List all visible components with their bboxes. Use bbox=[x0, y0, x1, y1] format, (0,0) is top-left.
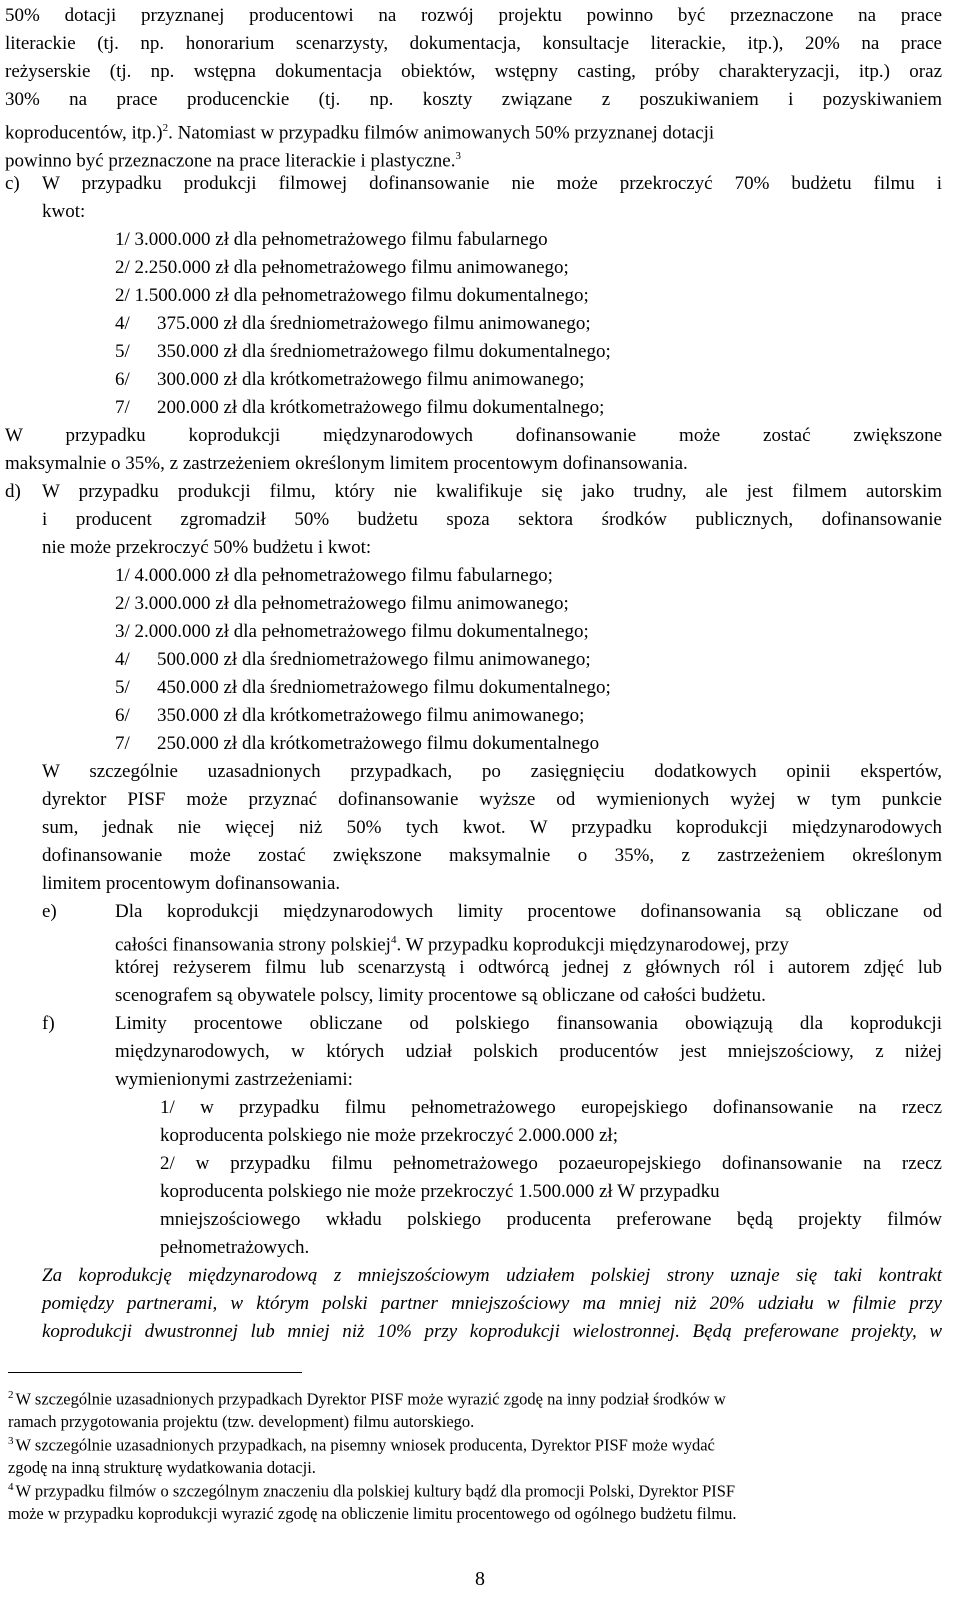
amount-row: 1/ 4.000.000 zł dla pełnometrażowego filmu fabularnego; bbox=[115, 565, 553, 586]
paragraph-line: dyrektor PISF może przyznać dofinansowanie wyższe od wymienionych wyżej w tym punkcie bbox=[42, 789, 942, 810]
paragraph-line: dofinansowanie może zostać zwiększone maksymalnie o 35%, z zastrzeżeniem określonym bbox=[42, 845, 942, 866]
item-c-line: W przypadku produkcji filmowej dofinansowanie nie może przekroczyć 70% budżetu filmu i bbox=[42, 173, 942, 194]
footnote-ref: 3 bbox=[455, 150, 461, 162]
italic-paragraph-line: pomiędzy partnerami, w którym polski partner mniejszościowy ma mniej niż 20% udziału w filmie przy bbox=[42, 1293, 942, 1314]
amount-row: 4/ 500.000 zł dla średniometrażowego filmu animowanego; bbox=[115, 649, 591, 670]
item-e-line: Dla koprodukcji międzynarodowych limity procentowe dofinansowania są obliczane od bbox=[115, 901, 942, 922]
item-f-line: międzynarodowych, w których udział polskich producentów jest mniejszościowy, z niżej bbox=[115, 1041, 942, 1062]
item-c-line: kwot: bbox=[42, 201, 86, 222]
paragraph-text: koproducentów, itp.) bbox=[5, 122, 163, 144]
item-f-sub: koproducenta polskiego nie może przekroczyć 2.000.000 zł; bbox=[160, 1125, 618, 1146]
item-f-sub: mniejszościowego wkładu polskiego producenta preferowane będą projekty filmów bbox=[160, 1209, 942, 1230]
paragraph-line: 50% dotacji przyznanej producentowi na rozwój projektu powinno być przeznaczone na prace bbox=[5, 5, 942, 26]
amount-row: 5/ 450.000 zł dla średniometrażowego filmu dokumentalnego; bbox=[115, 677, 611, 698]
item-f-sub: pełnometrażowych. bbox=[160, 1237, 310, 1258]
amount-row: 7/ 250.000 zł dla krótkometrażowego filmu dokumentalnego bbox=[115, 733, 600, 754]
amount-row: 6/ 300.000 zł dla krótkometrażowego filmu animowanego; bbox=[115, 369, 585, 390]
footnote-ref: 2 bbox=[162, 122, 169, 134]
amount-row: 6/ 350.000 zł dla krótkometrażowego filmu animowanego; bbox=[115, 705, 585, 726]
footnote-4: $^4$ W przypadku filmów o szczególnym znaczeniu dla polskiej kultury bądź dla promocji Polski, Dyrektor PISF może w przypadku koprodukcji wyrazić zgodę na obliczenie limitu procentowego od ogólnego budżetu filmu. bbox=[8, 1481, 737, 1523]
paragraph-line: W szczególnie uzasadnionych przypadkach, po zasięgnięciu dodatkowych opinii ekspertów, bbox=[42, 761, 942, 782]
paragraph-line: sum, jednak nie więcej niż 50% tych kwot. W przypadku koprodukcji międzynarodowych bbox=[42, 817, 942, 838]
amount-row: 5/ 350.000 zł dla średniometrażowego filmu dokumentalnego; bbox=[115, 341, 611, 362]
paragraph-text: powinno być przeznaczone na prace literackie i plastyczne. bbox=[5, 150, 456, 172]
item-e-line: całości finansowania strony polskiej$^4$. W przypadku koprodukcji międzynarodowej, przy bbox=[115, 934, 789, 956]
item-c-label: c) bbox=[5, 173, 20, 194]
item-d-label: d) bbox=[5, 481, 21, 502]
paragraph-text: . Natomiast w przypadku filmów animowanych 50% przyznanej dotacji bbox=[168, 122, 715, 144]
item-f-line: wymienionymi zastrzeżeniami: bbox=[115, 1069, 353, 1090]
amount-row: 3/ 2.000.000 zł dla pełnometrażowego filmu dokumentalnego; bbox=[115, 621, 589, 642]
paragraph-line: literackie (tj. np. honorarium scenarzysty, dokumentacja, konsultacje literackie, itp.), 20% na prace bbox=[5, 33, 942, 54]
amount-row: 1/ 3.000.000 zł dla pełnometrażowego filmu fabularnego bbox=[115, 229, 548, 250]
footnote-2: $^2$ W szczególnie uzasadnionych przypadkach Dyrektor PISF może wyrazić zgodę na inny podział środków w ramach przygotowania projektu (tzw. development) filmu autorskiego. bbox=[8, 1389, 726, 1431]
item-f-label: f) bbox=[42, 1013, 55, 1034]
item-e-line: scenografem są obywatele polscy, limity procentowe są obliczane od całości budżetu. bbox=[115, 985, 766, 1006]
item-e-label: e) bbox=[42, 901, 57, 922]
item-f-sub: koproducenta polskiego nie może przekroczyć 1.500.000 zł W przypadku bbox=[160, 1181, 720, 1202]
amount-row: 2/ 1.500.000 zł dla pełnometrażowego filmu dokumentalnego; bbox=[115, 285, 589, 306]
paragraph-line: W przypadku koprodukcji międzynarodowych dofinansowanie może zostać zwiększone bbox=[5, 425, 942, 446]
paragraph-line: 30% na prace producenckie (tj. np. koszty związane z poszukiwaniem i pozyskiwaniem bbox=[5, 89, 942, 110]
footnote-ref: 4 bbox=[390, 934, 397, 946]
item-f-sub: 2/ w przypadku filmu pełnometrażowego pozaeuropejskiego dofinansowanie na rzecz bbox=[160, 1153, 942, 1174]
italic-paragraph-line: Za koprodukcję międzynarodową z mniejszościowym udziałem polskiej strony uznaje się taki kontrakt bbox=[42, 1265, 942, 1286]
paragraph-line: maksymalnie o 35%, z zastrzeżeniem określonym limitem procentowym dofinansowania. bbox=[5, 453, 688, 474]
paragraph-line: limitem procentowym dofinansowania. bbox=[42, 873, 341, 894]
footnote-separator bbox=[8, 1372, 302, 1373]
item-d-line: nie może przekroczyć 50% budżetu i kwot: bbox=[42, 537, 372, 558]
paragraph-line: reżyserskie (tj. np. wstępna dokumentacja obiektów, wstępny casting, próby charakteryzacji, itp.) oraz bbox=[5, 61, 942, 82]
amount-row: 2/ 3.000.000 zł dla pełnometrażowego filmu animowanego; bbox=[115, 593, 569, 614]
footnote-3: $^3$ W szczególnie uzasadnionych przypadkach, na pisemny wniosek producenta, Dyrektor PISF może wydać zgodę na inną strukturę wydatkowania dotacji. bbox=[8, 1435, 715, 1477]
item-f-line: Limity procentowe obliczane od polskiego finansowania obowiązują dla koprodukcji bbox=[115, 1013, 942, 1034]
amount-row: 2/ 2.250.000 zł dla pełnometrażowego filmu animowanego; bbox=[115, 257, 569, 278]
amount-row: 4/ 375.000 zł dla średniometrażowego filmu animowanego; bbox=[115, 313, 591, 334]
item-d-line: W przypadku produkcji filmu, który nie kwalifikuje się jako trudny, ale jest filmem autorskim bbox=[42, 481, 942, 502]
item-e-line: której reżyserem filmu lub scenarzystą i odtwórcą jednej z głównych ról i autorem zdjęć lub bbox=[115, 957, 942, 978]
item-d-line: i producent zgromadził 50% budżetu spoza sektora środków publicznych, dofinansowanie bbox=[42, 509, 942, 530]
page-number: 8 bbox=[475, 1568, 485, 1590]
italic-paragraph-line: koprodukcji dwustronnej lub mniej niż 10% przy koprodukcji wielostronnej. Będą preferowane projekty, w bbox=[42, 1321, 942, 1342]
amount-row: 7/ 200.000 zł dla krótkometrażowego filmu dokumentalnego; bbox=[115, 397, 605, 418]
item-f-sub: 1/ w przypadku filmu pełnometrażowego europejskiego dofinansowanie na rzecz bbox=[160, 1097, 942, 1118]
